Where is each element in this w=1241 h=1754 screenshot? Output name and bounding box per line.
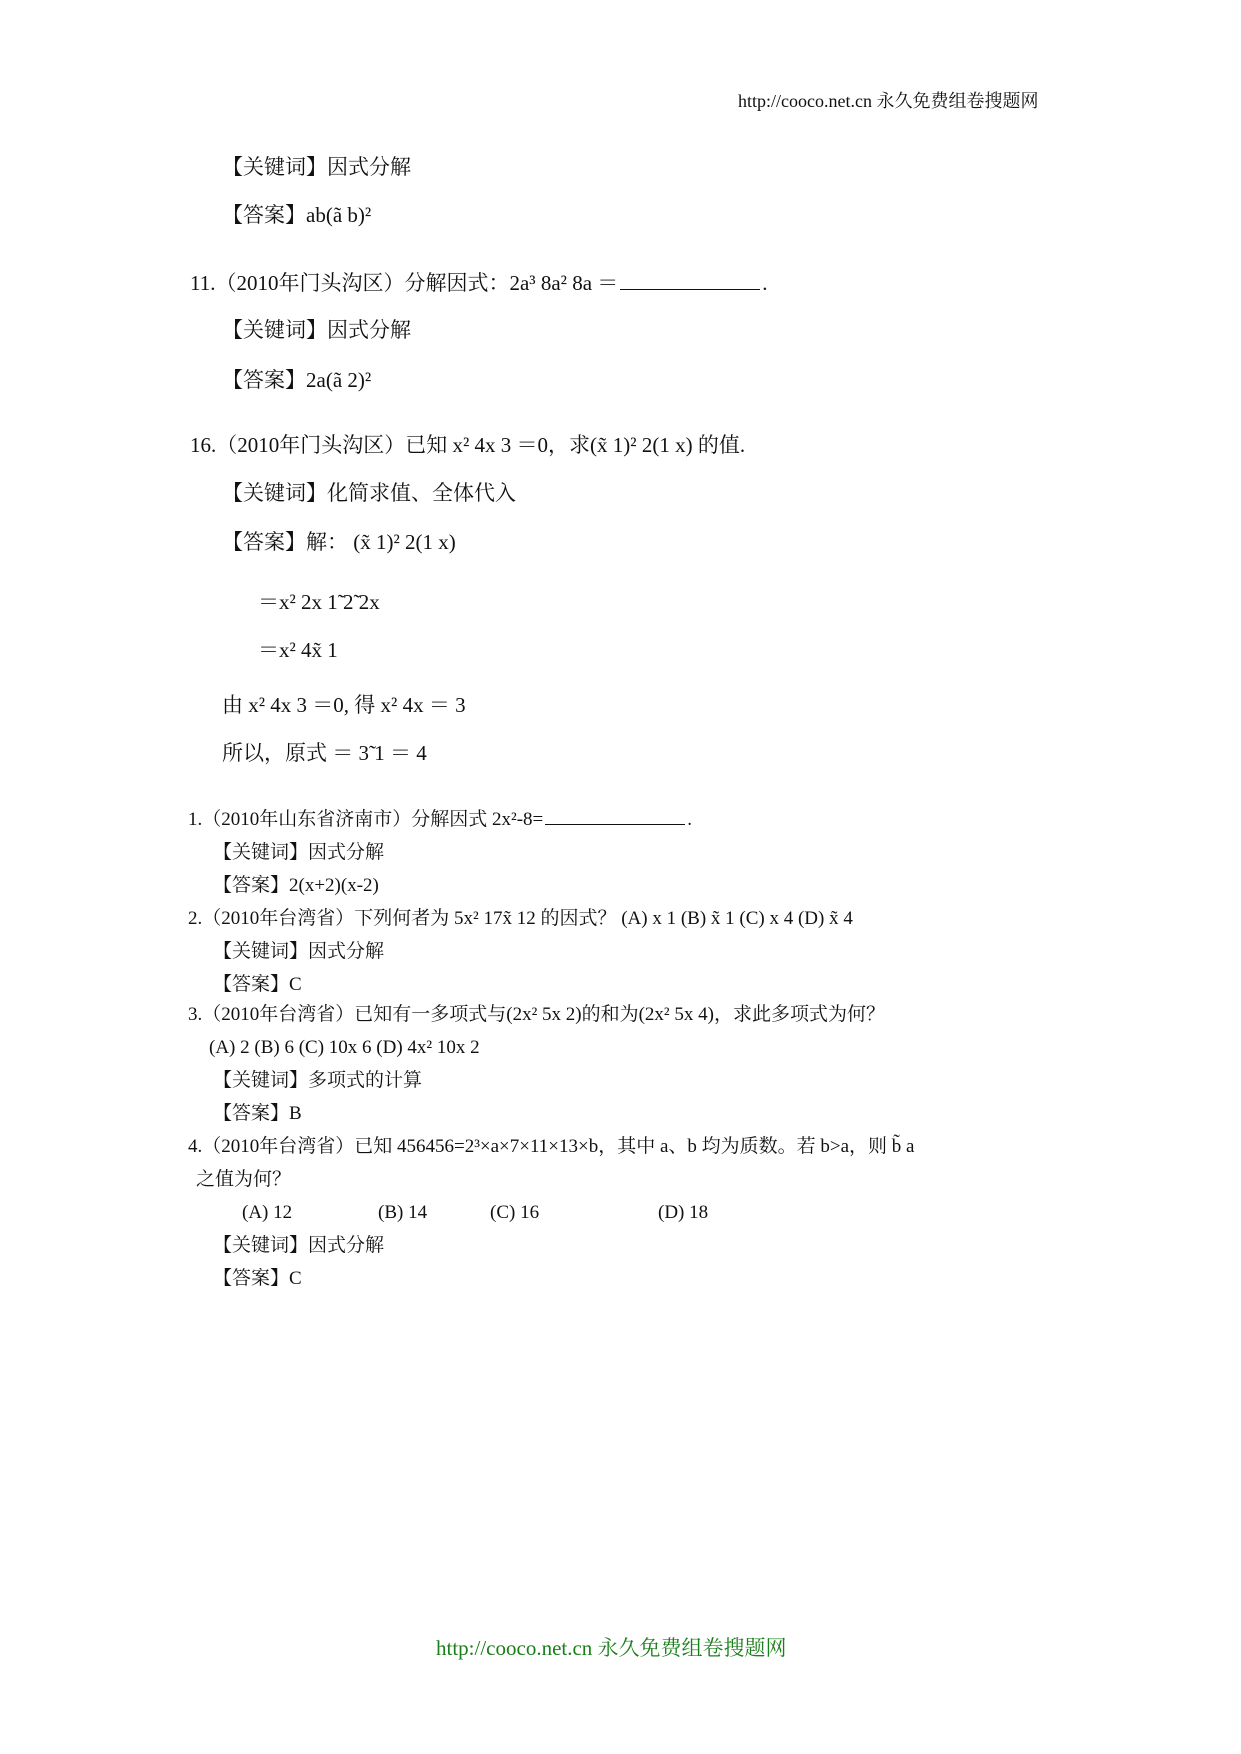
solution-step: ＝x² 2x 1̃ 2̃ 2x [258, 590, 380, 614]
question-1-period: . [687, 809, 692, 830]
question-4: 4.（2010年台湾省）已知 456456=2³×a×7×11×13×b，其中 a、b 均为质数。若 b>a，则 b̃ a [188, 1136, 915, 1157]
keyword-line: 【关键词】因式分解 [222, 155, 411, 179]
option-a: (A) 12 [242, 1202, 293, 1223]
question-1 [188, 810, 692, 829]
keyword-line: 【关键词】多项式的计算 [213, 1070, 423, 1091]
answer-line: 【答案】C [213, 974, 302, 995]
answer-line: 【答案】2(x+2)(x-2) [213, 875, 379, 896]
keyword-line: 【关键词】因式分解 [213, 941, 385, 962]
answer-blank [545, 823, 685, 825]
answer-line: 【答案】ab(ã b)² [222, 203, 372, 227]
answer-line: 【答案】解： (x̃ 1)² 2(1 x) [222, 530, 456, 554]
page-header: http://cooco.net.cn 永久免费组卷搜题网 [738, 91, 1039, 111]
question-3: 3.（2010年台湾省）已知有一多项式与(2x² 5x 2)的和为(2x² 5x 4)，求此多项式为何？ [188, 1004, 885, 1025]
page-footer: http://cooco.net.cn 永久免费组卷搜题网 [436, 1636, 787, 1660]
answer-line: 【答案】B [213, 1103, 302, 1124]
keyword-line: 【关键词】因式分解 [222, 318, 411, 342]
question-3-options: (A) 2 (B) 6 (C) 10x 6 (D) 4x² 10x 2 [209, 1037, 480, 1058]
answer-blank [620, 288, 760, 290]
solution-step: 由 x² 4x 3 ＝0, 得 x² 4x ＝ 3 [222, 693, 466, 717]
question-4-continued: 之值为何？ [196, 1169, 292, 1190]
keyword-line: 【关键词】因式分解 [213, 842, 385, 863]
keyword-line: 【关键词】化简求值、全体代入 [222, 481, 516, 505]
question-11 [190, 273, 768, 294]
question-1-text: 1.（2010年山东省济南市）分解因式 2x²-8= [188, 809, 544, 830]
answer-line: 【答案】C [213, 1268, 302, 1289]
question-11-text: 11.（2010年门头沟区）分解因式：2a³ 8a² 8a ＝ [190, 271, 619, 295]
keyword-line: 【关键词】因式分解 [213, 1235, 385, 1256]
solution-step: ＝x² 4x̃ 1 [258, 638, 338, 662]
option-c: (C) 16 [490, 1202, 540, 1223]
option-b: (B) 14 [378, 1202, 428, 1223]
question-16: 16.（2010年门头沟区）已知 x² 4x 3 ＝0，求(x̃ 1)² 2(1 x) 的值. [190, 433, 746, 457]
solution-step: 所以，原式 ＝ 3̃ 1 ＝ 4 [222, 741, 427, 765]
question-11-period: . [762, 271, 768, 295]
answer-line: 【答案】2a(ã 2)² [222, 368, 372, 392]
question-2: 2.（2010年台湾省）下列何者为 5x² 17x̃ 12 的因式？ (A) x 1 (B) x̃ 1 (C) x 4 (D) x̃ 4 [188, 908, 853, 929]
option-d: (D) 18 [658, 1202, 709, 1223]
